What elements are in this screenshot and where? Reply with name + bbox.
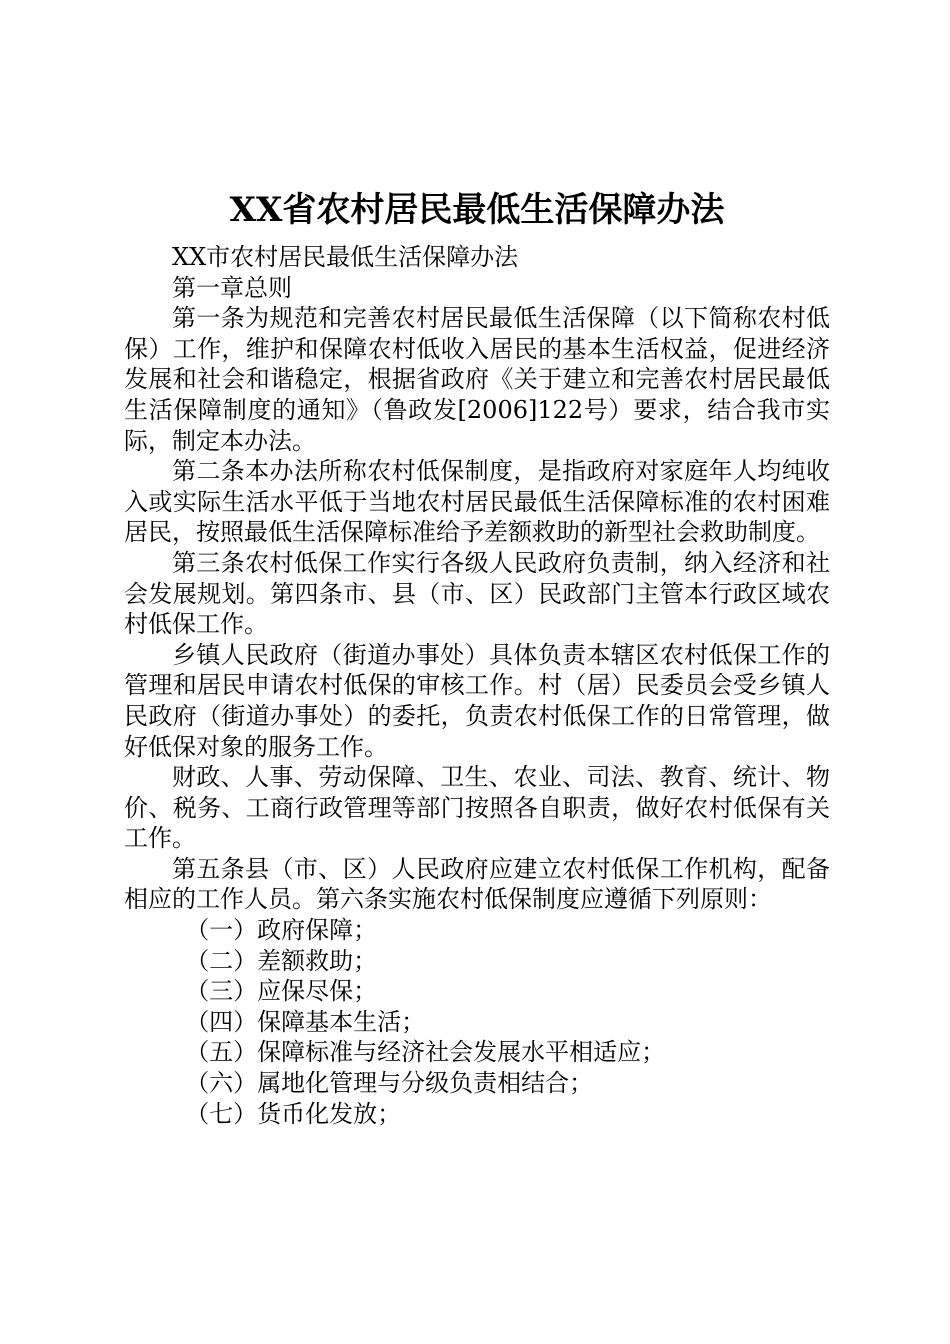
principle-item: （六）属地化管理与分级负责相结合；	[185, 1069, 594, 1098]
township-duties-paragraph: 乡镇人民政府（街道办事处）具体负责本辖区农村低保工作的管理和居民申请农村低保的审核工作。村（居）民委员会受乡镇人民政府（街道办事处）的委托，负责农村低保工作的日常管理，做好低保对象的服务工作。	[124, 640, 830, 761]
document-title: XX省农村居民最低生活保障办法	[229, 190, 725, 230]
article-1-paragraph: 第一条为规范和完善农村居民最低生活保障（以下简称农村低保）工作，维护和保障农村低收入居民的基本生活权益，促进经济发展和社会和谐稳定，根据省政府《关于建立和完善农村居民最低生活保障制度的通知》（鲁政发[2006]122号）要求，结合我市实际，制定本办法。	[124, 304, 830, 455]
principle-item: （七）货币化发放；	[185, 1099, 402, 1128]
departments-duties-paragraph: 财政、人事、劳动保障、卫生、农业、司法、教育、统计、物价、税务、工商行政管理等部门按照各自职责，做好农村低保有关工作。	[124, 763, 830, 853]
article-2-paragraph: 第二条本办法所称农村低保制度，是指政府对家庭年人均纯收入或实际生活水平低于当地农村居民最低生活保障标准的农村困难居民，按照最低生活保障标准给予差额救助的新型社会救助制度。	[124, 457, 830, 547]
chapter-heading: 第一章总则	[172, 273, 292, 302]
principle-item: （一）政府保障；	[185, 916, 378, 945]
principle-item: （五）保障标准与经济社会发展水平相适应；	[185, 1038, 666, 1067]
subtitle-paragraph: XX市农村居民最低生活保障办法	[172, 243, 519, 271]
principle-item: （二）差额救助；	[185, 946, 378, 975]
principle-item: （三）应保尽保；	[185, 977, 378, 1006]
article-3-4-paragraph: 第三条农村低保工作实行各级人民政府负责制，纳入经济和社会发展规划。第四条市、县（市、区）民政部门主管本行政区域农村低保工作。	[124, 548, 830, 639]
article-5-6-paragraph: 第五条县（市、区）人民政府应建立农村低保工作机构，配备相应的工作人员。第六条实施农村低保制度应遵循下列原则：	[124, 854, 830, 914]
principle-item: （四）保障基本生活；	[185, 1007, 426, 1036]
